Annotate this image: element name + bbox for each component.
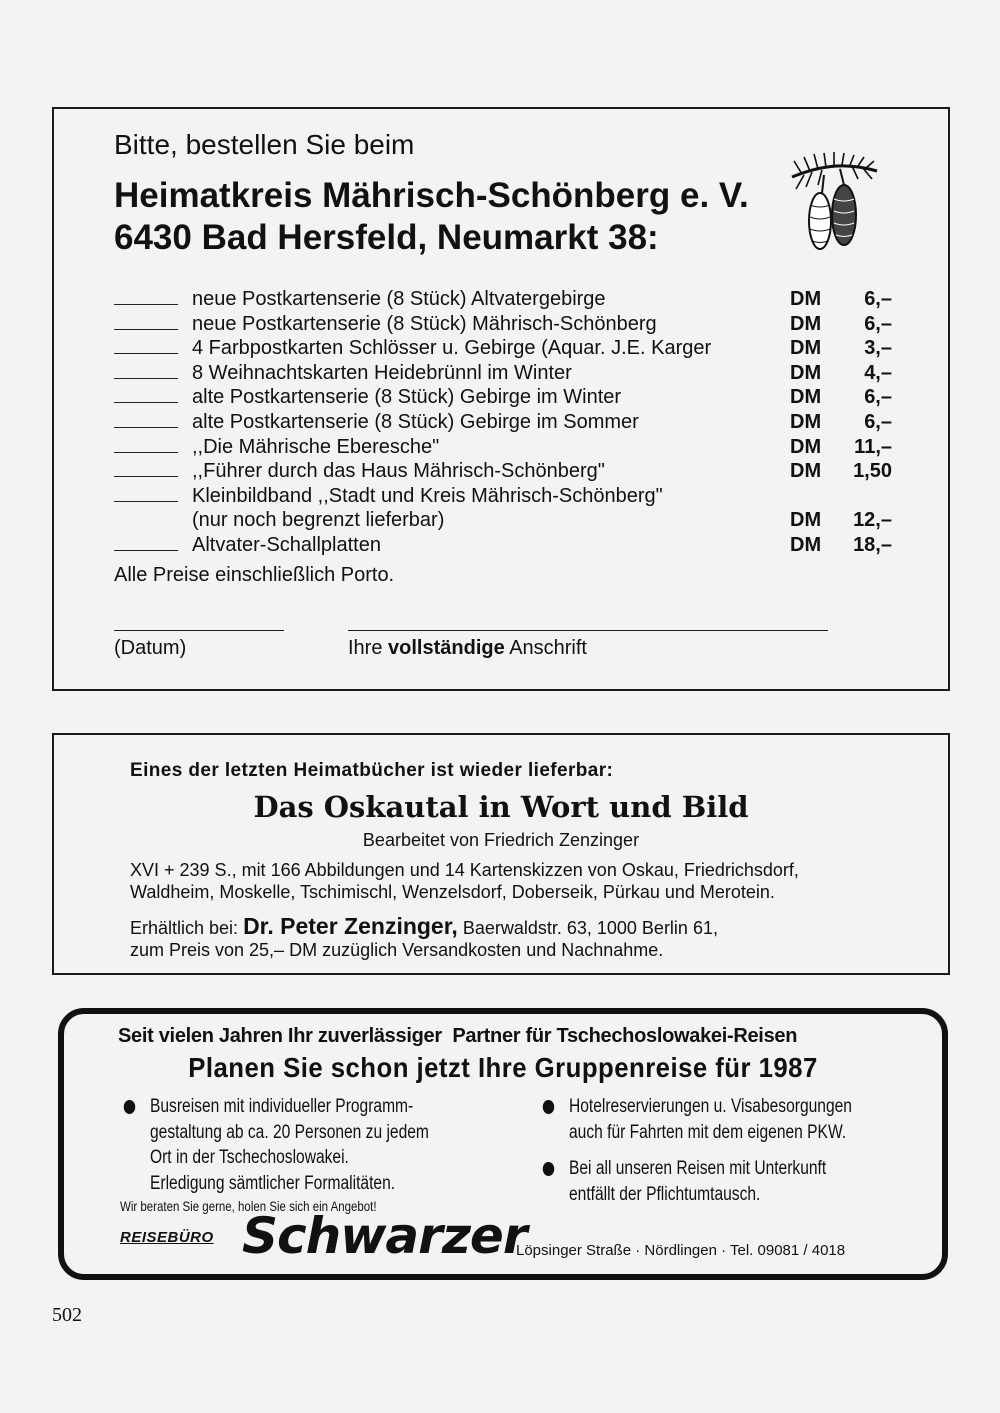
item-currency: DM	[790, 361, 822, 384]
fir-branch-icon	[782, 149, 882, 261]
quantity-blank[interactable]	[114, 402, 178, 403]
item-currency: DM	[790, 386, 822, 409]
item-price: 6,–	[864, 312, 892, 335]
travel-headline: Planen Sie schon jetzt Ihre Gruppenreise für 1987	[188, 1052, 818, 1083]
item-description: 4 Farbpostkarten Schlösser u. Gebirge (Aquar. J.E. Karger	[192, 337, 712, 360]
organization-street: 6430 Bad Hersfeld, Neumarkt 38:	[114, 218, 659, 257]
book-description: XVI + 239 S., mit 166 Abbildungen und 14 Kartenskizzen von Oskau, Friedrichsdorf, Waldheim, Moskelle, Tschimischl, Wenzelsdorf, Doberseik, Pürkau und Merotein.	[130, 860, 799, 902]
order-item	[114, 361, 894, 386]
item-description: (nur noch begrenzt lieferbar)	[192, 509, 445, 532]
address-field-line[interactable]	[348, 630, 828, 631]
quantity-blank[interactable]	[114, 304, 178, 305]
date-field-line[interactable]	[114, 630, 284, 631]
quantity-blank[interactable]	[114, 452, 178, 453]
item-price: 6,–	[864, 386, 892, 409]
item-description: alte Postkartenserie (8 Stück) Gebirge im Sommer	[192, 410, 639, 433]
item-description: ,,Die Mährische Eberesche"	[192, 435, 440, 458]
item-price: 1,50	[853, 460, 892, 483]
order-item	[114, 484, 894, 509]
quantity-blank[interactable]	[114, 378, 178, 379]
item-currency: DM	[790, 533, 822, 556]
item-price: 11,–	[854, 435, 892, 458]
travel-tagline: Seit vielen Jahren Ihr zuverlässiger Partner für Tschechoslowakei-Reisen	[118, 1025, 798, 1047]
price-note: Alle Preise einschließlich Porto.	[114, 564, 395, 586]
item-price: 6,–	[864, 410, 892, 433]
item-price: 6,–	[864, 288, 892, 310]
travel-bullet-bus: Busreisen mit individueller Programm- gestaltung ab ca. 20 Personen zu jedem Ort in der Tschechoslowakei. Erledigung sämtlicher Formalitäten.	[150, 1094, 429, 1196]
order-items-list	[114, 287, 894, 558]
order-item	[114, 385, 894, 410]
bullet-icon	[543, 1162, 554, 1176]
book-availability: Erhältlich bei: Dr. Peter Zenzinger, Baerwaldstr. 63, 1000 Berlin 61, zum Preis von 25,– DM zuzüglich Versandkosten und Nachnahme.	[130, 913, 718, 960]
address-label: Ihre vollständige Anschrift	[348, 637, 587, 659]
item-price: 18,–	[853, 533, 892, 556]
item-currency: DM	[790, 312, 822, 335]
travel-agency-advertisement	[58, 1008, 948, 1280]
item-description: alte Postkartenserie (8 Stück) Gebirge im Winter	[192, 386, 622, 409]
organization-name: Heimatkreis Mährisch-Schönberg e. V.	[114, 176, 749, 215]
order-form	[52, 107, 950, 691]
order-intro: Bitte, bestellen Sie beim	[114, 129, 415, 160]
item-description: Kleinbildband ,,Stadt und Kreis Mährisch-Schönberg"	[192, 484, 663, 507]
travel-bullet-exchange: Bei all unseren Reisen mit Unterkunft entfällt der Pflichtumtausch.	[569, 1156, 826, 1207]
item-description: ,,Führer durch das Haus Mährisch-Schönberg"	[192, 460, 605, 483]
organization-address	[114, 175, 749, 259]
item-price: 4,–	[864, 361, 892, 384]
order-item	[114, 312, 894, 337]
order-item	[114, 508, 894, 533]
page-number: 502	[52, 1304, 82, 1326]
order-item	[114, 533, 894, 558]
item-currency: DM	[790, 460, 822, 483]
book-headline: Eines der letzten Heimatbücher ist wieder lieferbar:	[130, 760, 614, 781]
item-description: Altvater-Schallplatten	[192, 533, 381, 556]
order-item	[114, 287, 894, 312]
item-price: 12,–	[853, 509, 892, 532]
item-currency: DM	[790, 288, 822, 310]
book-editor: Bearbeitet von Friedrich Zenzinger	[362, 830, 640, 850]
quantity-blank[interactable]	[114, 501, 178, 502]
travel-advice: Wir beraten Sie gerne, holen Sie sich ein Angebot!	[120, 1198, 377, 1214]
order-item	[114, 336, 894, 361]
order-item	[114, 459, 894, 484]
brand-logo: Schwarzer	[242, 1207, 527, 1265]
order-item	[114, 410, 894, 435]
order-item	[114, 435, 894, 460]
item-currency: DM	[790, 410, 822, 433]
item-price: 3,–	[864, 337, 892, 360]
date-label: (Datum)	[114, 637, 187, 659]
bullet-icon	[124, 1100, 135, 1114]
quantity-blank[interactable]	[114, 329, 178, 330]
item-description: neue Postkartenserie (8 Stück) Mährisch-Schönberg	[192, 312, 657, 335]
book-title: Das Oskautal in Wort und Bild	[253, 790, 749, 824]
travel-bullet-hotel: Hotelreservierungen u. Visabesorgungen auch für Fahrten mit dem eigenen PKW.	[569, 1094, 852, 1145]
quantity-blank[interactable]	[114, 353, 178, 354]
item-currency: DM	[790, 337, 822, 360]
item-currency: DM	[790, 435, 822, 458]
bullet-icon	[543, 1100, 554, 1114]
quantity-blank[interactable]	[114, 550, 178, 551]
quantity-blank[interactable]	[114, 427, 178, 428]
book-seller-name: Dr. Peter Zenzinger,	[243, 913, 458, 939]
item-description: 8 Weihnachtskarten Heidebrünnl im Winter	[192, 361, 572, 384]
item-currency: DM	[790, 509, 822, 532]
quantity-blank[interactable]	[114, 476, 178, 477]
agency-address: Löpsinger Straße · Nördlingen · Tel. 09081 / 4018	[516, 1242, 846, 1259]
item-description: neue Postkartenserie (8 Stück) Altvatergebirge	[192, 288, 606, 310]
book-advertisement	[52, 733, 950, 975]
brand-prefix: REISEBÜRO	[120, 1229, 214, 1246]
